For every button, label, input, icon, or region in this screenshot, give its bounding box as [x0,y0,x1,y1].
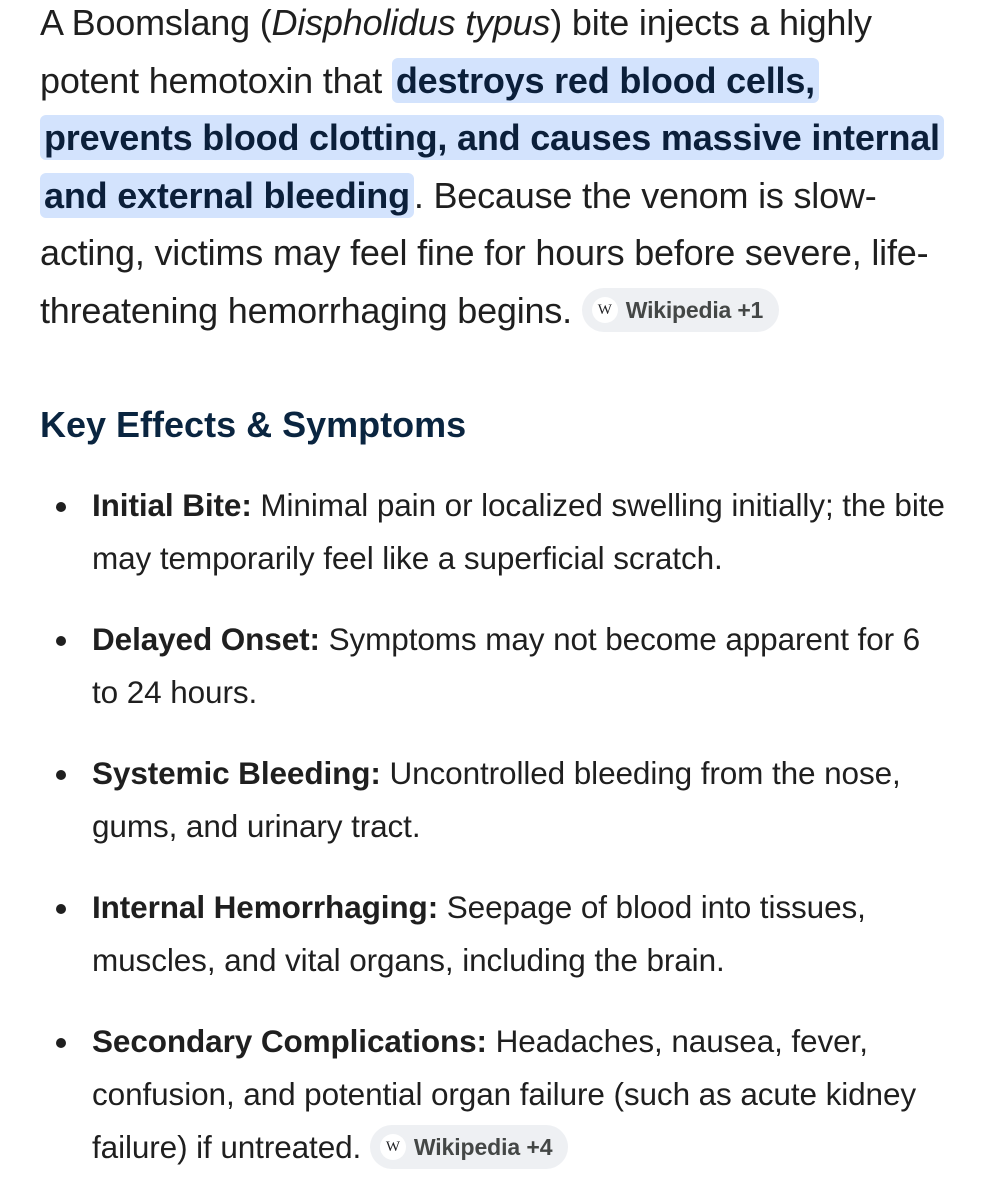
source-chip-wikipedia[interactable] [370,1125,569,1169]
item-text: Headaches, nausea, fever, confusion, and potential organ failure (such as acute kidney failure) if untreated. [92,1023,917,1165]
bullet-icon [56,636,66,646]
list-item [40,479,947,585]
item-text: Symptoms may not become apparent for 6 to 24 hours. [92,621,921,710]
list-item [40,1015,947,1174]
section-heading: Key Effects & Symptoms [40,404,467,445]
item-title: Delayed Onset: [92,621,320,657]
source-chip-label: Wikipedia +1 [625,296,764,323]
bullet-icon [56,1038,66,1048]
wikipedia-w-icon: W [592,297,618,323]
list-item [40,747,947,853]
intro-text-start: A Boomslang ( [40,2,272,43]
species-name: Dispholidus typus [271,2,551,43]
item-title: Initial Bite: [92,487,252,523]
item-text: Uncontrolled bleeding from the nose, gums, and urinary tract. [92,755,901,844]
list-item [40,881,947,987]
bullet-icon [56,502,66,512]
item-title: Internal Hemorrhaging: [92,889,439,925]
source-chip-wikipedia[interactable] [582,288,779,332]
wikipedia-w-icon: W [380,1134,406,1160]
effects-list [40,479,947,1174]
bullet-icon [56,770,66,780]
highlighted-text: destroys red blood cells, prevents blood clotting, and causes massive internal and external bleeding [40,58,944,218]
intro-text-mid: ) bite injects a highly potent hemotoxin that [40,2,872,101]
list-item [40,613,947,719]
item-title: Secondary Complications: [92,1023,487,1059]
item-text: Minimal pain or localized swelling initially; the bite may temporarily feel like a superficial scratch. [92,487,945,576]
bullet-icon [56,904,66,914]
item-title: Systemic Bleeding: [92,755,381,791]
intro-paragraph [40,0,947,339]
intro-text-end: . Because the venom is slow-acting, victims may feel fine for hours before severe, life-threatening hemorrhaging begins. [40,174,929,331]
item-text: Seepage of blood into tissues, muscles, and vital organs, including the brain. [92,889,866,978]
source-chip-label: Wikipedia +4 [413,1133,553,1160]
